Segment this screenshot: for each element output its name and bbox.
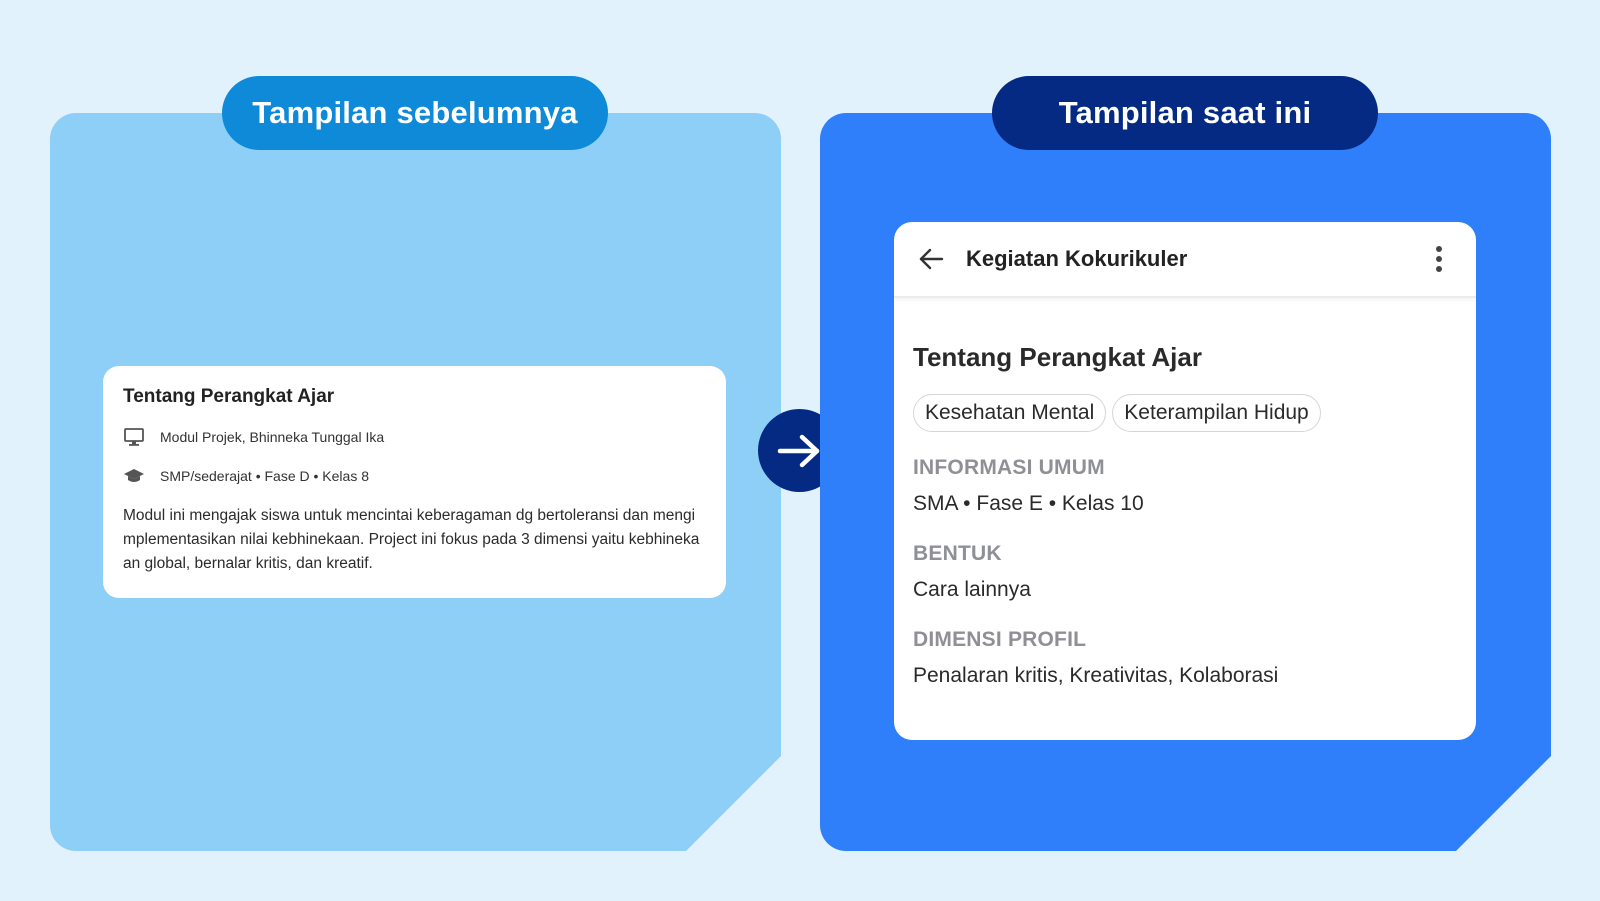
- card-body: [894, 342, 1476, 688]
- current-view-header: Tampilan saat ini: [992, 76, 1378, 150]
- section-label-dimensi-profil: DIMENSI PROFIL: [913, 628, 1087, 651]
- previous-info-card: [103, 366, 726, 598]
- chip-keterampilan-hidup[interactable]: Keterampilan Hidup: [1112, 394, 1320, 432]
- app-bar-title: Kegiatan Kokurikuler: [966, 246, 1188, 271]
- previous-view-header: Tampilan sebelumnya: [222, 76, 608, 150]
- previous-card-title: Tentang Perangkat Ajar: [123, 386, 335, 407]
- section-value-bentuk: Cara lainnya: [913, 578, 1031, 601]
- graduation-cap-icon: [123, 465, 145, 487]
- chip-kesehatan-mental[interactable]: Kesehatan Mental: [913, 394, 1106, 432]
- level-row: [123, 465, 706, 487]
- description-text: Modul ini mengajak siswa untuk mencintai keberagaman dg bertoleransi dan mengimplementasikan nilai kebhinekaan. Project ini fokus pada 3 dimensi yaitu kebhinekaan global, bernalar kritis, dan kreatif.: [123, 507, 700, 572]
- monitor-icon: [123, 426, 145, 448]
- section-label-informasi-umum: INFORMASI UMUM: [913, 456, 1105, 479]
- module-text: Modul Projek, Bhinneka Tunggal Ika: [160, 429, 385, 445]
- module-row: [123, 426, 706, 448]
- current-card-title: Tentang Perangkat Ajar: [913, 342, 1202, 372]
- back-button[interactable]: [916, 244, 946, 274]
- app-bar: [894, 222, 1476, 298]
- section-label-bentuk: BENTUK: [913, 542, 1002, 565]
- more-options-button[interactable]: [1424, 244, 1454, 274]
- more-vertical-icon: [1435, 245, 1443, 273]
- level-text: SMP/sederajat • Fase D • Kelas 8: [160, 468, 370, 484]
- section-value-informasi-umum: SMA • Fase E • Kelas 10: [913, 492, 1144, 515]
- current-info-card: [894, 222, 1476, 740]
- topic-chips: [913, 394, 1457, 432]
- section-value-dimensi-profil: Penalaran kritis, Kreativitas, Kolaborasi: [913, 664, 1279, 687]
- arrow-left-icon: [918, 248, 944, 270]
